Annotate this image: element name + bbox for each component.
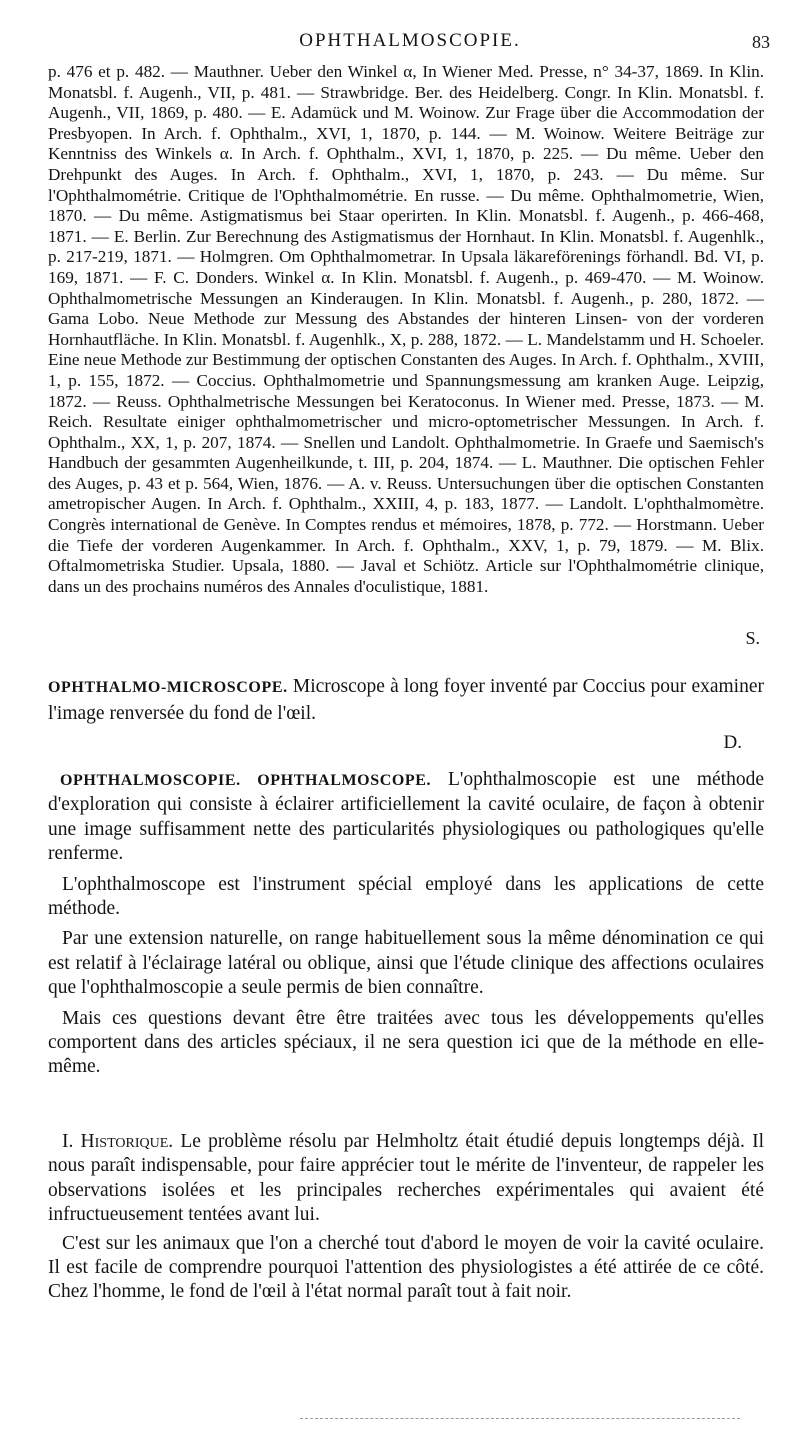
historique-text: Le problème résolu par Helmholtz était étudié depuis longtemps déjà. Il nous paraît indispensable, pour faire apprécier tout le mérite de l'inventeur, de rappeler les observations isolées et les principales recherches expérimentales qui avaient été infructueusement tentées avant lui.: [48, 1131, 764, 1226]
bottom-bleed-rule: [300, 1418, 740, 1419]
historique-paragraph: [48, 1130, 764, 1228]
entry-ophthalmoscopie-paragraph: Mais ces questions devant être être traitées avec tous les développements qu'elles comportent dans des articles spéciaux, il ne sera question ici que de la méthode en elle-même.: [48, 1007, 764, 1078]
page-number: 83: [752, 32, 770, 52]
historique-heading: I. Historique.: [62, 1131, 174, 1152]
entry-ophthalmo-microscope: [48, 674, 764, 727]
bibliography-text: p. 476 et p. 482. — Mauthner. Ueber den Winkel α, In Wiener Med. Presse, n° 34-37, 1869. In Klin. Monatsbl. f. Augenh., VII, p. 481. — Strawbridge. Ber. des Heidelberg. Congr. In Klin. Monatsbl. f. Augenh., VII, 1869, p. 480. — E. Adamück und M. Woinow. Zur Frage über die Accommodation der Presbyopen. In Arch. f. Ophthalm., XVI, 1, 1870, p. 144. — M. Woinow. Weitere Beiträge zur Kenntniss des Winkels α. In Arch. f. Ophthalm., XVI, 1, 1870, p. 225. — Du même. Ueber den Drehpunkt des Auges. In Arch. f. Ophthalm., XVI, 1, 1870, p. 243. — Du même. Sur l'Ophthalmométrie. Critique de l'Ophthalmométrie. En russe. — Du même. Ophthalmometrie, Wien, 1870. — Du même. Astigmatismus bei Staar operirten. In Klin. Monatsbl. f. Augenh., p. 466-468, 1871. — E. Berlin. Zur Berechnung des Astigmatismus der Hornhaut. In Klin. Monatsbl. f. Augenhlk., p. 217-219, 1871. — Holmgren. Om Ophthalmometrar. In Upsala läkareförenings förhandl. Bd. VI, p. 169, 1871. — F. C. Donders. Winkel α. In Klin. Monatsbl. f. Augenh., p. 469-470. — M. Woinow. Ophthalmometrische Messungen an Kinderaugen. In Klin. Monatsbl. f. Augenh., p. 280, 1872. — Gama Lobo. Neue Methode zur Messung des Abstandes der hinteren Linsen- von der vorderen Hornhautfläche. In Klin. Monatsbl. f. Augenhlk., X, p. 288, 1872. — L. Mandelstamm und H. Schoeler. Eine neue Methode zur Bestimmung der optischen Constanten des Auges. In Arch. f. Ophthalm., XVIII, 1, p. 155, 1872. — Coccius. Ophthalmometrie und Spannungsmessung am kranken Auge. Leipzig, 1872. — Reuss. Ophthalmetrische Messungen bei Keratoconus. In Wiener med. Presse, 1873. — M. Reich. Resultate einiger ophthalmometrischer und micro-optometrischer Messungen. In Arch. f. Ophthalm., XX, 1, p. 207, 1874. — Snellen und Landolt. Ophthalmometrie. In Graefe und Saemisch's Handbuch der gesammten Augenheilkunde, t. III, p. 204, 1874. — L. Mauthner. Die optischen Fehler des Auges, p. 43 et p. 564, Wien, 1876. — A. v. Reuss. Untersuchungen über die optischen Constanten ametropischer Augen. In Arch. f. Ophthalm., XXIII, 4, p. 183, 1877. — Landolt. L'ophthalmomètre. Congrès international de Genève. In Comptes rendus et mémoires, 1878, p. 772. — Horstmann. Ueber die Tiefe der vorderen Augenkammer. In Arch. f. Ophthalm., XXV, 1, p. 79, 1879. — M. Blix. Oftalmometriska Studier. Upsala, 1880. — Javal et Schiötz. Article sur l'Ophthalmométrie clinique, dans un des prochains numéros des Annales d'oculistique, 1881.: [48, 62, 764, 596]
entry-ophthalmoscopie-paragraph: L'ophthalmoscope est l'instrument spécial employé dans les applications de cette méthode.: [48, 873, 764, 920]
entry-ophthalmoscopie: [48, 768, 764, 1086]
entry-microscope-headword: OPHTHALMO-MICROSCOPE.: [48, 679, 288, 696]
entry-ophthalmoscopie-text: L'ophthalmoscopie est une méthode d'exploration qui consiste à éclairer artificiellement la cavité oculaire, de façon à obtenir une image suffisamment nette des particularités physiologiques ou pathologiques qu'elle renferme.: [48, 769, 764, 865]
entry-ophthalmoscopie-headword: OPHTHALMOSCOPIE. OPHTHALMOSCOPE.: [60, 772, 432, 789]
entry-microscope-paragraph: [48, 674, 764, 727]
entry-microscope-text: Microscope à long foyer inventé par Coccius pour examiner l'image renversée du fond de l'œil.: [48, 676, 764, 724]
bibliography-signature: S.: [745, 628, 760, 648]
entry-microscope-signature: D.: [723, 732, 742, 753]
entry-ophthalmoscopie-paragraph: [48, 768, 764, 867]
bibliography-block: [48, 62, 764, 597]
section-historique: [48, 1130, 764, 1309]
entry-ophthalmoscopie-paragraph: Par une extension naturelle, on range habituellement sous la même dénomination ce qui est relatif à l'éclairage latéral ou oblique, ainsi que l'étude clinique des affections oculaires que l'ophthalmoscopie a seule permis de bien connaître.: [48, 928, 764, 999]
running-head: [50, 30, 770, 54]
historique-paragraph: C'est sur les animaux que l'on a cherché tout d'abord le moyen de voir la cavité oculaire. Il est facile de comprendre pourquoi l'attention des physiologistes a été attirée de ce côté. Chez l'homme, le fond de l'œil à l'état normal paraît tout à fait noir.: [48, 1232, 764, 1303]
running-title: OPHTHALMOSCOPIE.: [299, 30, 521, 51]
